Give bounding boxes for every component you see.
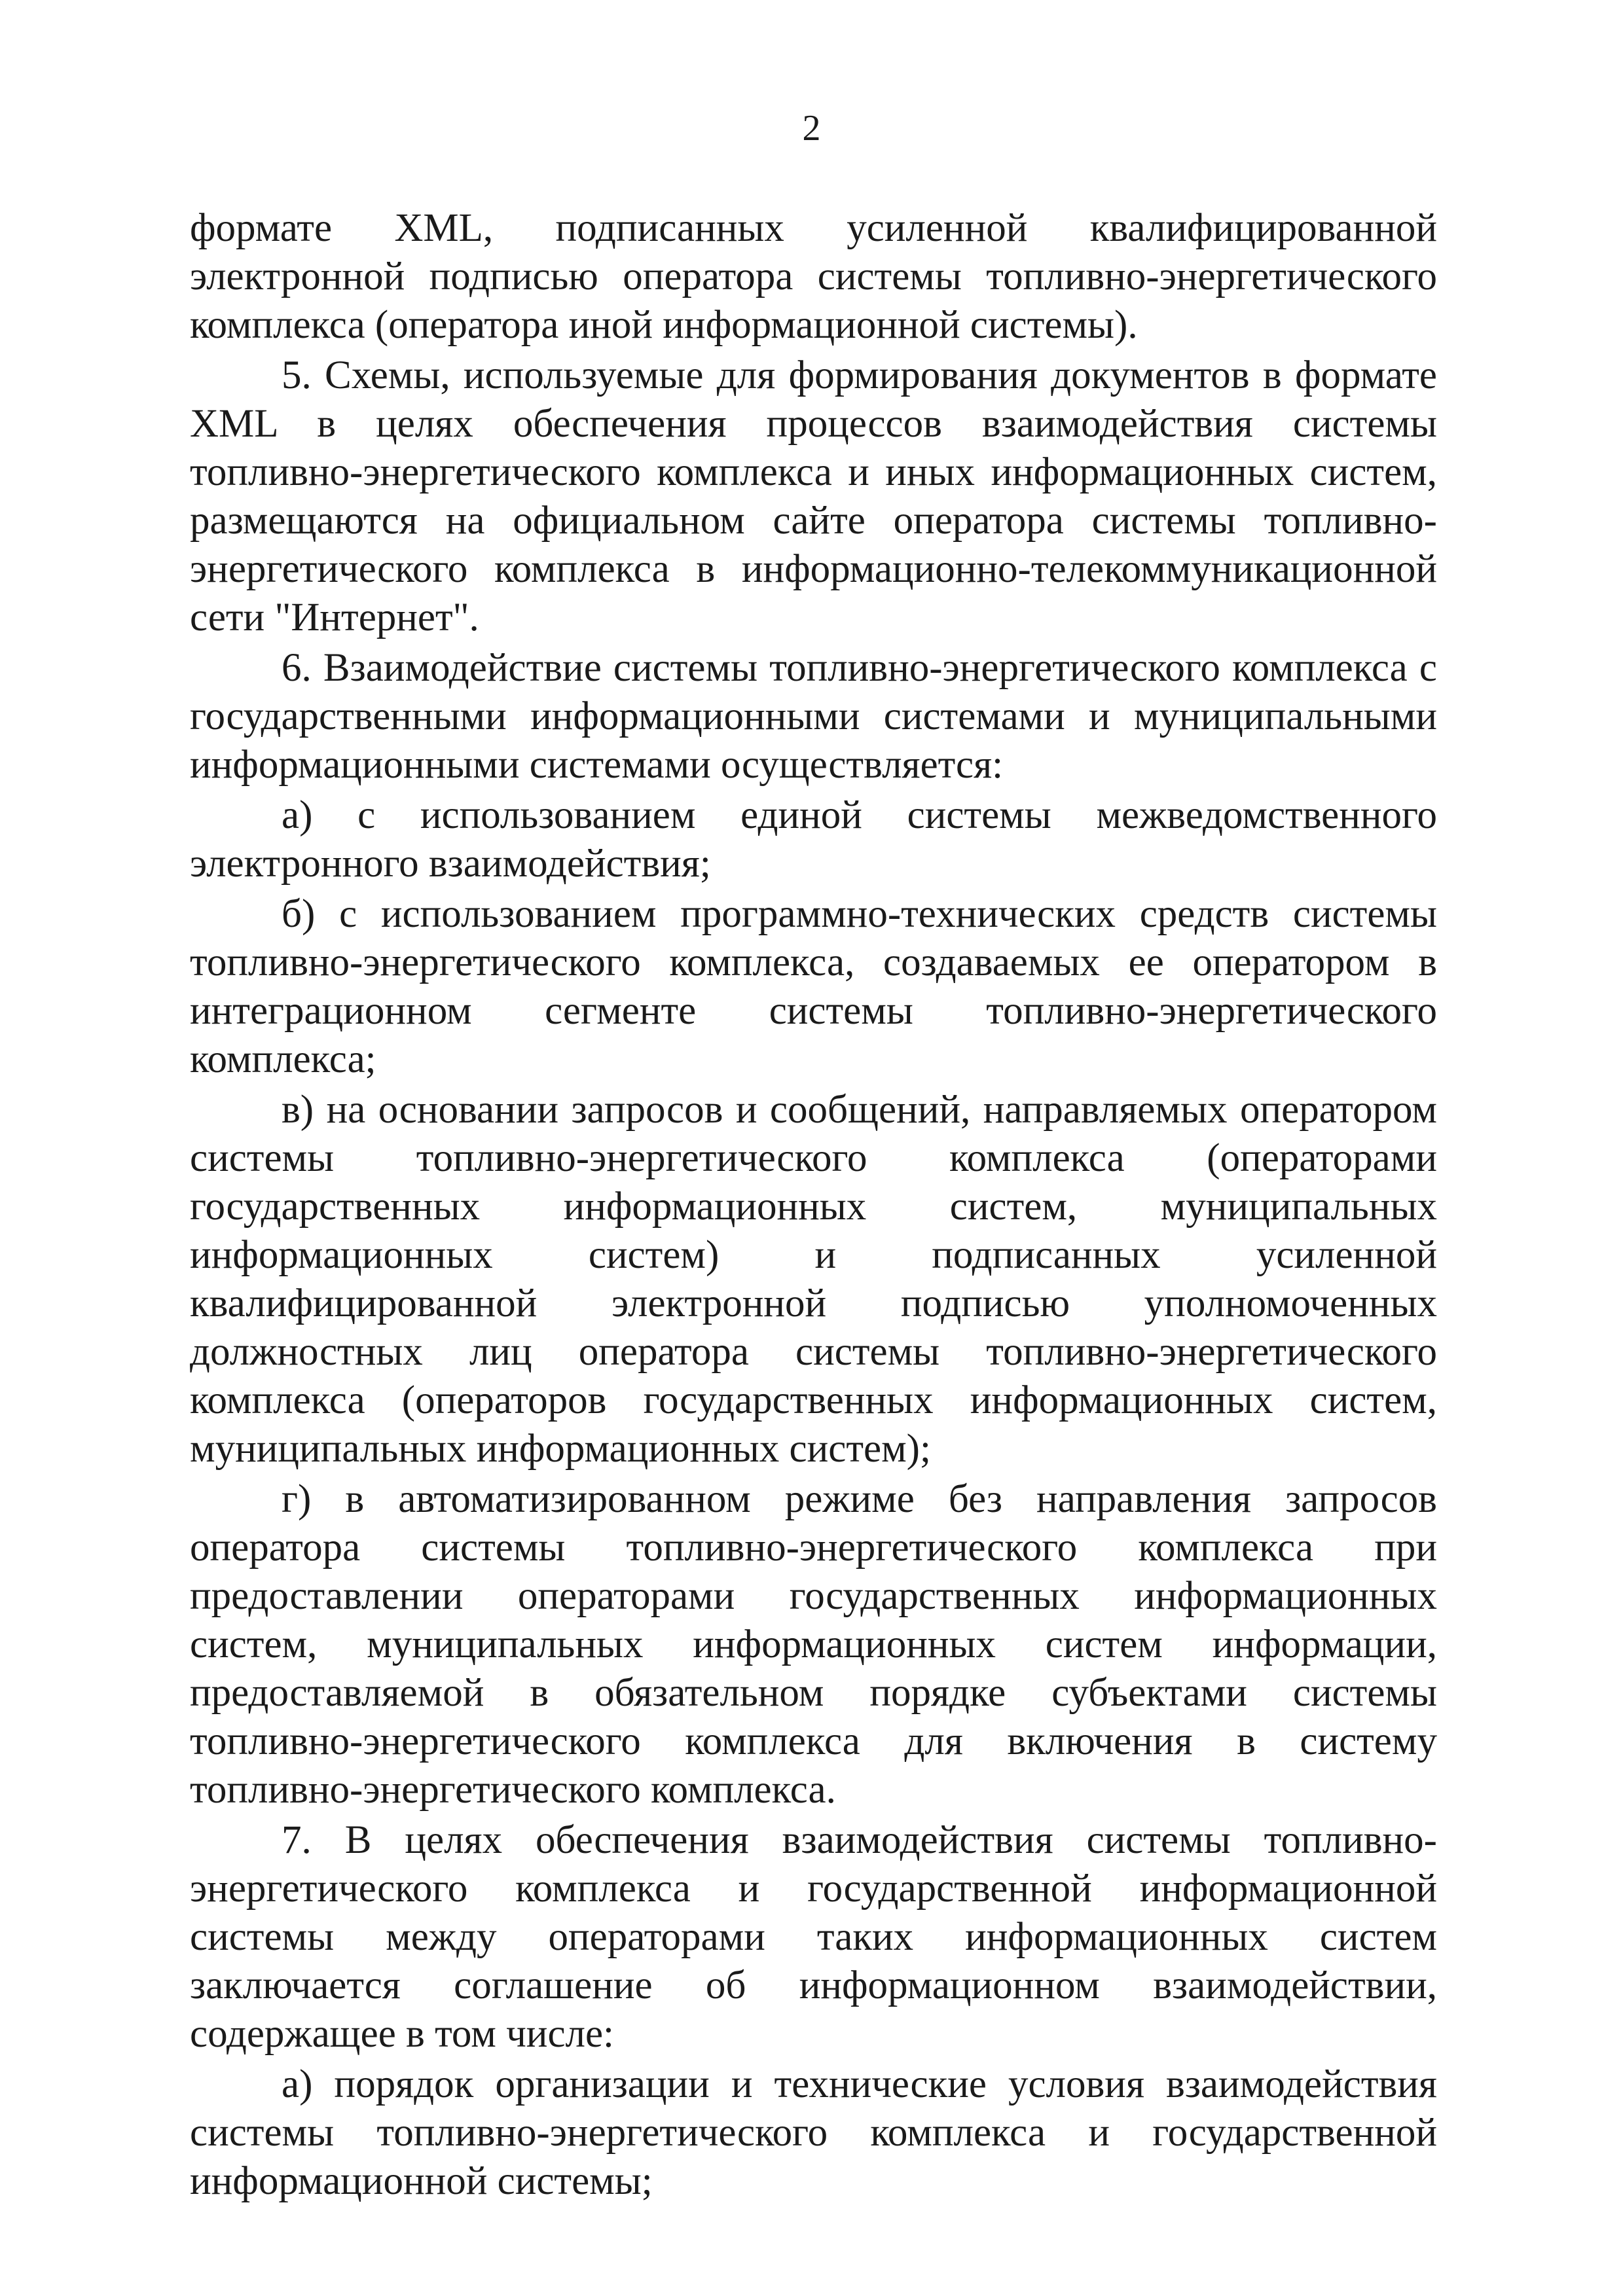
paragraph-item-6a: а) с использованием единой системы межведомственного электронного взаимодействия; xyxy=(190,793,1437,886)
paragraph-item-6g: г) в автоматизированном режиме без направления запросов оператора системы топливно-энергетического комплекса при предоставлении операторами государственных информационных систем, муниципальных информационных систем информации, предоставляемой в обязательном порядке субъектами системы топливно-энергетического комплекса для включения в систему топливно-энергетического комплекса. xyxy=(190,1477,1437,1812)
paragraph-item-5: 5. Схемы, используемые для формирования документов в формате XML в целях обеспечения процессов взаимодействия системы топливно-энергетического комплекса и иных информационных систем, размещаются на официальном сайте оператора системы топливно-энергетического комплекса в информационно-телекоммуникационной сети "Интернет". xyxy=(190,353,1437,639)
page-number: 2 xyxy=(802,108,821,149)
paragraph-item-6b: б) с использованием программно-технических средств системы топливно-энергетического комплекса, создаваемых ее оператором в интеграционном сегменте системы топливно-энергетического комплекса; xyxy=(190,892,1437,1081)
paragraph-item-7a: а) порядок организации и технические условия взаимодействия системы топливно-энергетического комплекса и государственной информационной системы; xyxy=(190,2062,1437,2203)
paragraph-item-6: 6. Взаимодействие системы топливно-энергетического комплекса с государственными информационными системами и муниципальными информационными системами осуществляется: xyxy=(190,646,1437,787)
paragraph-item-7: 7. В целях обеспечения взаимодействия системы топливно-энергетического комплекса и государственной информационной системы между операторами таких информационных систем заключается соглашение об информационном взаимодействии, содержащее в том числе: xyxy=(190,1818,1437,2056)
document-body xyxy=(190,204,1437,2208)
paragraph-continuation: формате XML, подписанных усиленной квалифицированной электронной подписью оператора системы топливно-энергетического комплекса (оператора иной информационной системы). xyxy=(190,206,1437,347)
paragraph-item-6v: в) на основании запросов и сообщений, направляемых оператором системы топливно-энергетического комплекса (операторами государственных информационных систем, муниципальных информационных систем) и подписанных усиленной квалифицированной электронной подписью уполномоченных должностных лиц оператора системы топливно-энергетического комплекса (операторов государственных информационных систем, муниципальных информационных систем); xyxy=(190,1088,1437,1471)
